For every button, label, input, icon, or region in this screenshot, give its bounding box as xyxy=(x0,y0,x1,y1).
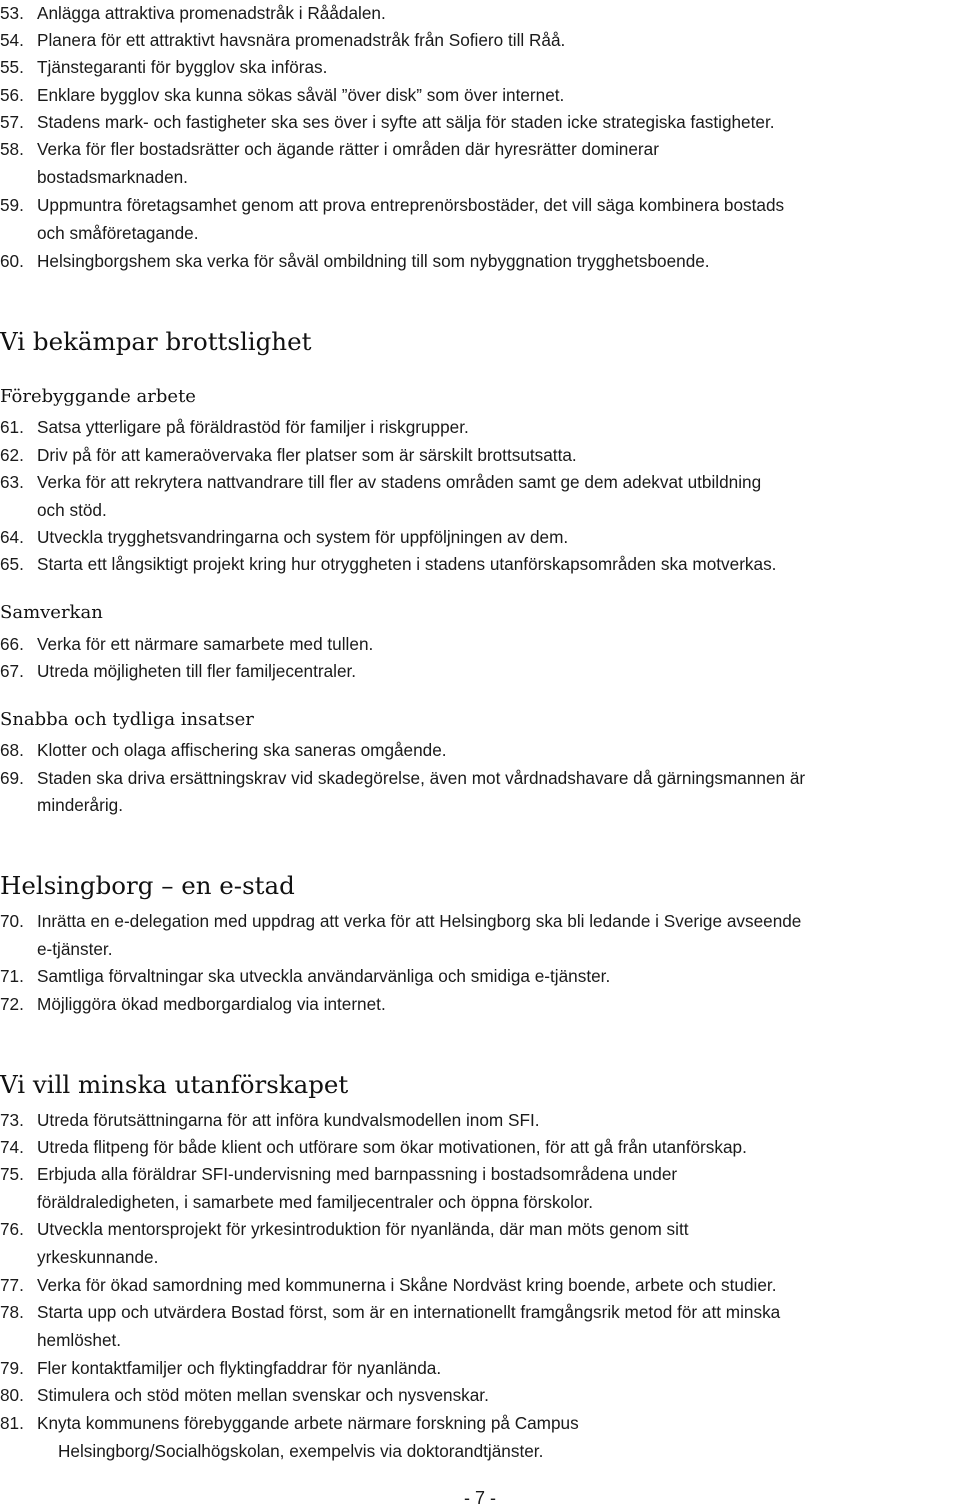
list-item: 54. Planera för ett attraktivt havsnära promenadstråk från Sofiero till Råå. xyxy=(0,30,566,50)
list-item: 75. Erbjuda alla föräldrar SFI-undervisning med barnpassning i bostadsområdena under xyxy=(0,1164,678,1184)
list-item: 58. Verka för fler bostadsrätter och ägande rätter i områden där hyresrätter dominerar xyxy=(0,139,659,159)
list-item: 56. Enklare bygglov ska kunna sökas såväl ”över disk” som över internet. xyxy=(0,85,565,105)
list-item: 55. Tjänstegaranti för bygglov ska införas. xyxy=(0,57,328,77)
list-item: 70. Inrätta en e-delegation med uppdrag att verka för att Helsingborg ska bli ledande i Sverige avseende xyxy=(0,911,802,931)
list-item: 74. Utreda flitpeng för både klient och utförare som ökar motivationen, för att gå från utanförskap. xyxy=(0,1137,747,1157)
list-item: 62. Driv på för att kameraövervaka fler platser som är särskilt brottsutsatta. xyxy=(0,445,577,465)
subsection-heading: Snabba och tydliga insatser xyxy=(0,709,254,730)
list-item: 65. Starta ett långsiktigt projekt kring hur otryggheten i stadens utanförskapsområden ska motverkas. xyxy=(0,554,777,574)
list-item: 59. Uppmuntra företagsamhet genom att prova entreprenörsbostäder, det vill säga kombinera bostads xyxy=(0,195,785,215)
list-item: 53. Anlägga attraktiva promenadstråk i Råådalen. xyxy=(0,3,386,23)
list-item: 64. Utveckla trygghetsvandringarna och system för uppföljningen av dem. xyxy=(0,527,569,547)
list-item-continuation: hemlöshet. xyxy=(37,1330,122,1350)
list-item: 79. Fler kontaktfamiljer och flyktingfaddrar för nyanlända. xyxy=(0,1358,442,1378)
list-item: 67. Utreda möjligheten till fler familjecentraler. xyxy=(0,661,357,681)
list-item-continuation: bostadsmarknaden. xyxy=(37,167,188,187)
list-item-continuation: e-tjänster. xyxy=(37,939,113,959)
list-item: 78. Starta upp och utvärdera Bostad först, som är en internationellt framgångsrik metod för att minska xyxy=(0,1302,781,1322)
list-item: 72. Möjliggöra ökad medborgardialog via internet. xyxy=(0,994,386,1014)
list-item-continuation: och stöd. xyxy=(37,500,107,520)
list-item: 57. Stadens mark- och fastigheter ska ses över i syfte att sälja för staden icke strategiska fastigheter. xyxy=(0,112,775,132)
list-item: 76. Utveckla mentorsprojekt för yrkesintroduktion för nyanlända, där man möts genom sitt xyxy=(0,1219,689,1239)
section-heading: Vi bekämpar brottslighet xyxy=(0,327,312,356)
section-heading: Helsingborg – en e-stad xyxy=(0,871,295,900)
subsection-heading: Förebyggande arbete xyxy=(0,386,196,407)
list-item: 68. Klotter och olaga affischering ska saneras omgående. xyxy=(0,740,447,760)
section-heading: Vi vill minska utanförskapet xyxy=(0,1070,349,1099)
list-item: 81. Knyta kommunens förebyggande arbete närmare forskning på Campus xyxy=(0,1413,579,1433)
list-item-continuation: minderårig. xyxy=(37,795,123,815)
page-number: - 7 - xyxy=(463,1488,496,1508)
list-item: 60. Helsingborgshem ska verka för såväl ombildning till som nybyggnation trygghetsboende. xyxy=(0,251,710,271)
list-item-continuation: och småföretagande. xyxy=(37,223,199,243)
list-item: 66. Verka för ett närmare samarbete med tullen. xyxy=(0,634,374,654)
subsection-heading: Samverkan xyxy=(0,602,103,623)
list-item: 73. Utreda förutsättningarna för att införa kundvalsmodellen inom SFI. xyxy=(0,1110,540,1130)
list-item: 61. Satsa ytterligare på föräldrastöd för familjer i riskgrupper. xyxy=(0,417,469,437)
list-item: 80. Stimulera och stöd möten mellan svenskar och nysvenskar. xyxy=(0,1385,489,1405)
list-item-continuation: Helsingborg/Socialhögskolan, exempelvis via doktorandtjänster. xyxy=(58,1441,544,1461)
list-item: 77. Verka för ökad samordning med kommunerna i Skåne Nordväst kring boende, arbete och studier. xyxy=(0,1275,777,1295)
list-item-continuation: föräldraledigheten, i samarbete med familjecentraler och öppna förskolor. xyxy=(37,1192,594,1212)
list-item: 69. Staden ska driva ersättningskrav vid skadegörelse, även mot vårdnadshavare då gärningsmannen är xyxy=(0,768,806,788)
list-item: 63. Verka för att rekrytera nattvandrare till fler av stadens områden samt ge dem adekvat utbildning xyxy=(0,472,762,492)
list-item: 71. Samtliga förvaltningar ska utveckla användarvänliga och smidiga e-tjänster. xyxy=(0,966,611,986)
list-item-continuation: yrkeskunnande. xyxy=(37,1247,159,1267)
